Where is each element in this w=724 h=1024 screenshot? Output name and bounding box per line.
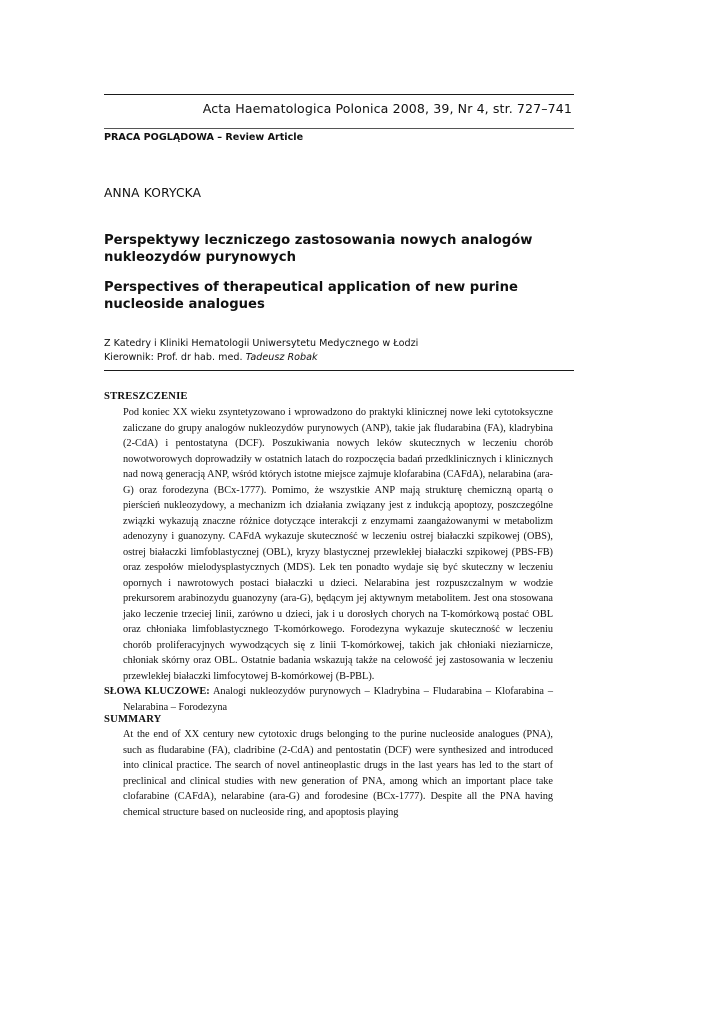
summary-text: At the end of XX century new cytotoxic drugs belonging to the purine nucleoside analogues (PNA), such as fludarabine (FA), cladribine (2-CdA) and pentostatin (DCF) were synthesized and introduced into clinical practice. The search of novel antineoplastic drugs in the last years has led to the start of preclinical and clinical studies with new generation of PNA, among which an important place take clofarabine (CAFdA), nelarabine (ara-G) and forodesine (BCx-1777). Despite all the PNA having chemical structure based on nucleoside ring, and apoptosis playing: [123, 729, 553, 818]
keywords-label: SŁOWA KLUCZOWE:: [104, 686, 210, 697]
keywords: [104, 684, 553, 715]
journal-citation: Acta Haematologica Polonica 2008, 39, Nr 4, str. 727–741: [202, 101, 572, 116]
top-rule: [104, 94, 574, 95]
title-polish: Perspektywy leczniczego zastosowania nowych analogów nukleozydów purynowych: [104, 233, 533, 265]
streszczenie-text: Pod koniec XX wieku zsyntetyzowano i wprowadzono do praktyki klinicznej nowe leki cytotoksyczne zaliczane do grupy analogów nukleozydów purynowych (ANP), takie jak fludarabina (FA), kladrybina (2-CdA) i pentostatyna (DCF). Poszukiwania nowych leków skutecznych w leczeniu chorób nowotworowych doprowadziły w ostatnich latach do rozpoczęcia badań przedklinicznych i klinicznych nad nową generacją ANP, wśród których istotne miejsce zajmuje klofarabina (CAFdA), nelarabina (ara-G) oraz forodezyna (BCx-1777). Pomimo, że wszystkie ANP mają strukturę chemiczną opartą o pierścień nukleozydowy, a mechanizm ich działania związany jest z indukcją apoptozy, poszczególne związki wykazują znaczne różnice dotyczące interakcji z enzymami zaangażowanymi w metabolizm adenozyny i guanozyny. CAFdA wykazuje skuteczność w leczeniu ostrej białaczki szpikowej (OBS), ostrej białaczki limfoblastycznej (OBL), kryzy blastycznej przewlekłej białaczki szpikowej (PBS-FB) oraz zespołów mielodysplastycznych (MDS). Lek ten ponadto wydaje się być skuteczny w leczeniu opornych i nawrotowych postaci białaczki u dzieci. Nelarabina jest rozpuszczalnym w wodzie prekursorem arabinozydu guanozyny (ara-G), będącym jej aktywnym metabolitem. Jest ona stosowana jako leczenie trzeciej linii, zarówno u dzieci, jak i u dorosłych chorych na T-komórkową postać OBL oraz chłoniaka limfoblastycznego T-komórkowego. Forodezyna wykazuje skuteczność w leczeniu chorób proliferacyjnych wywodzących się z linii T-komórkowej, takich jak chłoniaki nieziarnicze, chłoniak skórny oraz OBL. Ostatnie badania wskazują także na celowość jej zastosowania w leczeniu przewlekłej białaczki limfocytowej B-komórkowej (B-PBL).: [123, 407, 553, 682]
affiliation-head-label: Kierownik: Prof. dr hab. med.: [104, 351, 246, 363]
section-divider: [104, 370, 574, 371]
keywords-text: Analogi nukleozydów purynowych – Kladrybina – Fludarabina – Klofarabina – Nelarabina – Forodezyna: [123, 686, 553, 713]
affiliation: [104, 337, 418, 364]
header-divider: [104, 128, 574, 129]
affiliation-head: [104, 351, 418, 365]
affiliation-head-name: Tadeusz Robak: [245, 351, 318, 363]
author-name: ANNA KORYCKA: [104, 186, 202, 200]
title-english: Perspectives of therapeutical application of new purine nucleoside analogues: [104, 280, 518, 312]
affiliation-department: Z Katedry i Kliniki Hematologii Uniwersytetu Medycznego w Łodzi: [104, 338, 419, 349]
article-type: PRACA POGLĄDOWA – Review Article: [104, 132, 304, 143]
summary-heading: SUMMARY: [104, 714, 162, 725]
streszczenie-heading: STRESZCZENIE: [104, 391, 188, 402]
